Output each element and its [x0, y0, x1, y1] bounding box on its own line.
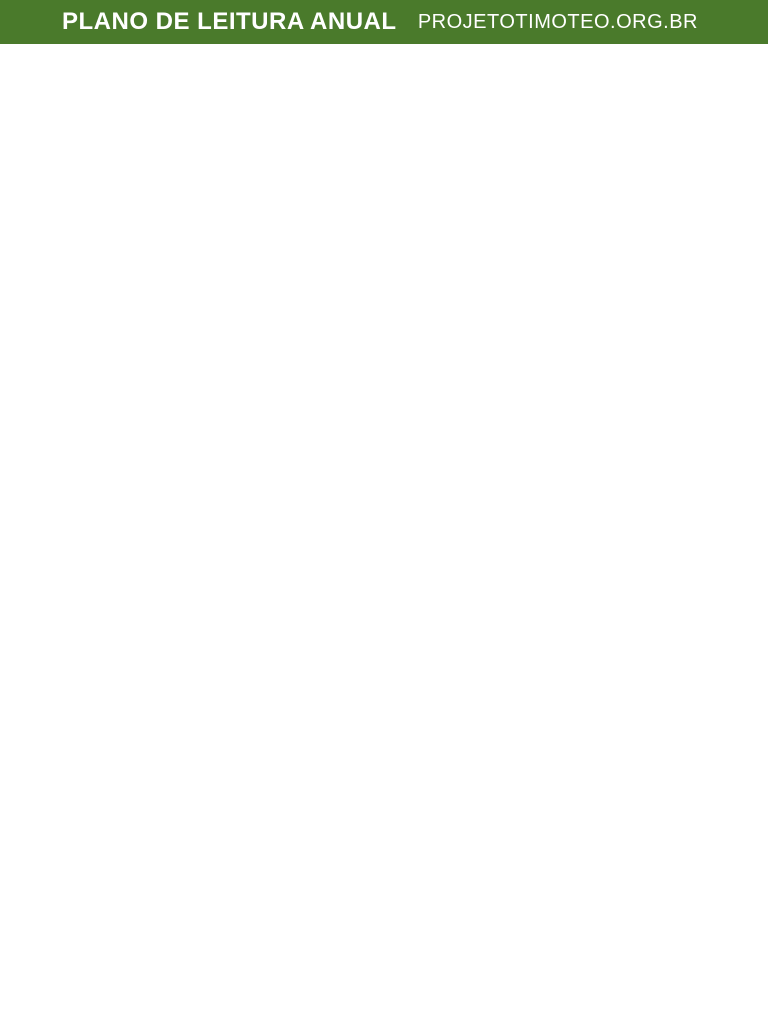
site-url: PROJETOTIMOTEO.ORG.BR [417, 10, 698, 33]
page-title: PLANO DE LEITURA ANUAL [62, 8, 397, 35]
page-header [0, 0, 768, 44]
